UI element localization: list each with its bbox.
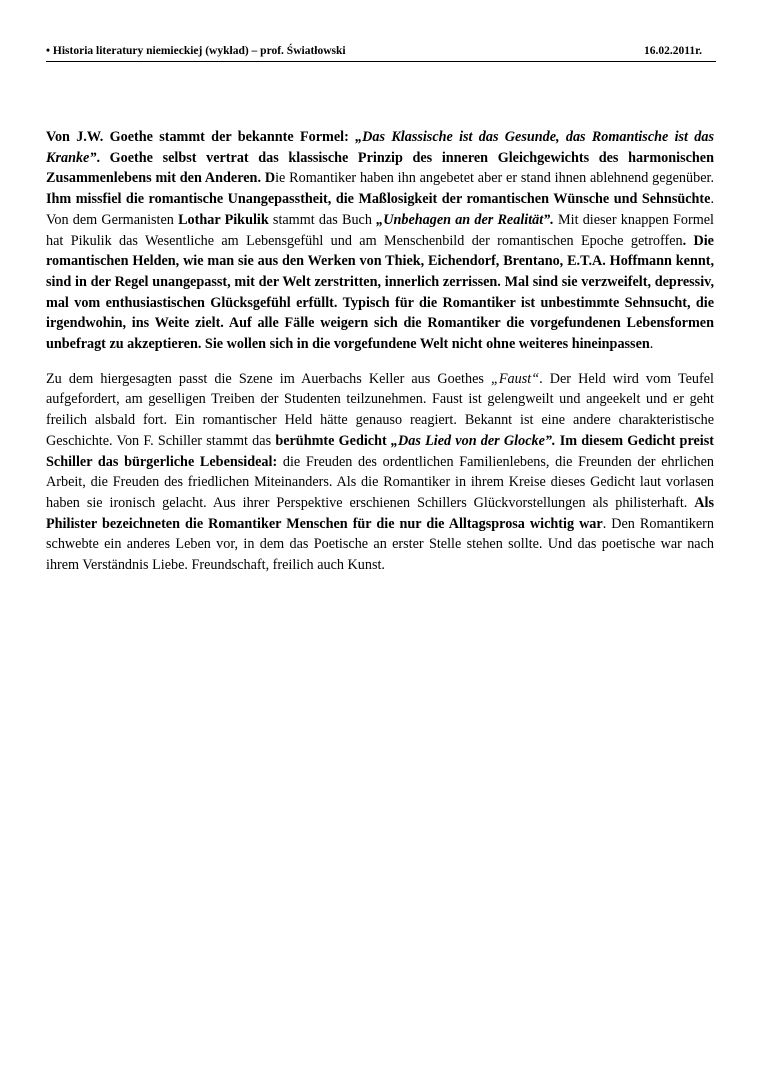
p2-glocke-title: „Das Lied von der Glocke”. — [390, 432, 556, 449]
p2-philister: Als Philister bezeichneten die Romantiker Menschen für die nur die Alltagsprosa wichtig war — [46, 494, 714, 532]
p1-pikulik-name: Lothar Pikulik — [178, 211, 269, 228]
p1-end-period: . — [649, 336, 654, 353]
p2-gedicht-label: berühmte Gedicht — [275, 432, 391, 449]
p2-intro: Zu dem hiergesagten passt die Szene im Auerbachs Keller aus Goethes — [46, 370, 491, 387]
p1-germanist-text: . Von dem Germanisten — [46, 191, 714, 228]
p2-faust-title: „Faust“ — [491, 370, 540, 387]
p2-lebensideal: Im diesem Gedicht preist Schiller das bürgerliche Lebensideal: — [46, 432, 714, 470]
p1-romantiker-text: ie Romantiker haben ihn angebetet aber er stand ihnen ablehnend gegenüber. — [275, 170, 714, 187]
p2-freuden-text: die Freuden des ordentlichen Familienlebens, die Freunden der ehrlichen Arbeit, die Freuden des friedlichen Miteinanders. Als die Romantiker in ihrem Kreise dieses Gedicht laut vorlasen haben sie ironisch gelacht. Aus ihrer Perspektive erschienen Schillers Glückvorstellungen als philisterhaft. — [46, 453, 714, 511]
header-title: • Historia literatury niemieckiej (wykład) – prof. Światłowski — [46, 45, 346, 57]
p1-buch-text: stammt das Buch — [268, 211, 377, 228]
p1-intro: Von J.W. Goethe stammt der bekannte Formel: — [46, 129, 356, 145]
p2-end-text: . Den Romantikern schwebte ein anderes Leben vor, in dem das Poetische an erster Stelle stehen sollte. Und das poetische war nach ihrem Verständnis Liebe. Freundschaft, freilich auch Kunst. — [46, 515, 714, 574]
page-header — [46, 44, 716, 62]
paragraph-2 — [46, 369, 714, 576]
p1-book-title: „Unbehagen an der Realität”. — [376, 211, 554, 228]
p1-missfiel: Ihm missfiel die romantische Unangepasstheit, die Maßlosigkeit der romantischen Wünsche und Sehnsüchte — [46, 191, 711, 208]
document-body — [46, 127, 714, 590]
p1-helden-text: . Die romantischen Helden, wie man sie aus den Werken von Thiek, Eichendorf, Brentano, E.T.A. Hoffmann kennt, sind in der Regel unangepasst, mit der Welt zerstritten, innerlich zerrissen. Mal sind sie verzweifelt, depressiv, mal vom enthusiastischen Glücksgefühl erfüllt. Typisch für die Romantiker ist unbestimmte Sehnsucht, die irgendwohin, ins Weite zielt. Auf alle Fälle weigern sich die Romantiker die vorgefundenen Lebensformen unbefragt zu akzeptieren. Sie wollen sich in die vorgefundene Welt nicht ohne weiteres hineinpassen — [46, 232, 714, 353]
header-date: 16.02.2011r. — [643, 45, 702, 57]
p2-faust-text: . Der Held wird vom Teufel aufgefordert, am geselligen Treiben der Studenten teilzunehmen. Faust ist gelengweilt und angeekelt und er geht freilich alsbald fort. Ein romantischer Held hätte genauso reagiert. Bekannt ist eine andere charakteristische Geschichte. Von F. Schiller stammt das — [46, 370, 714, 449]
p1-formel-text: Mit dieser knappen Formel hat Pikulik das Wesentliche am Lebensgefühl und am Menschenbild der romantischen Epoche getroffen — [46, 211, 714, 249]
p1-goethe-principle: . Goethe selbst vertrat das klassische Prinzip des inneren Gleichgewichts des harmonischen Zusammenlebens mit den Anderen. D — [46, 149, 714, 187]
paragraph-1 — [46, 127, 714, 355]
p1-goethe-quote: „Das Klassische ist das Gesunde, das Romantische ist das Kranke” — [46, 129, 714, 166]
